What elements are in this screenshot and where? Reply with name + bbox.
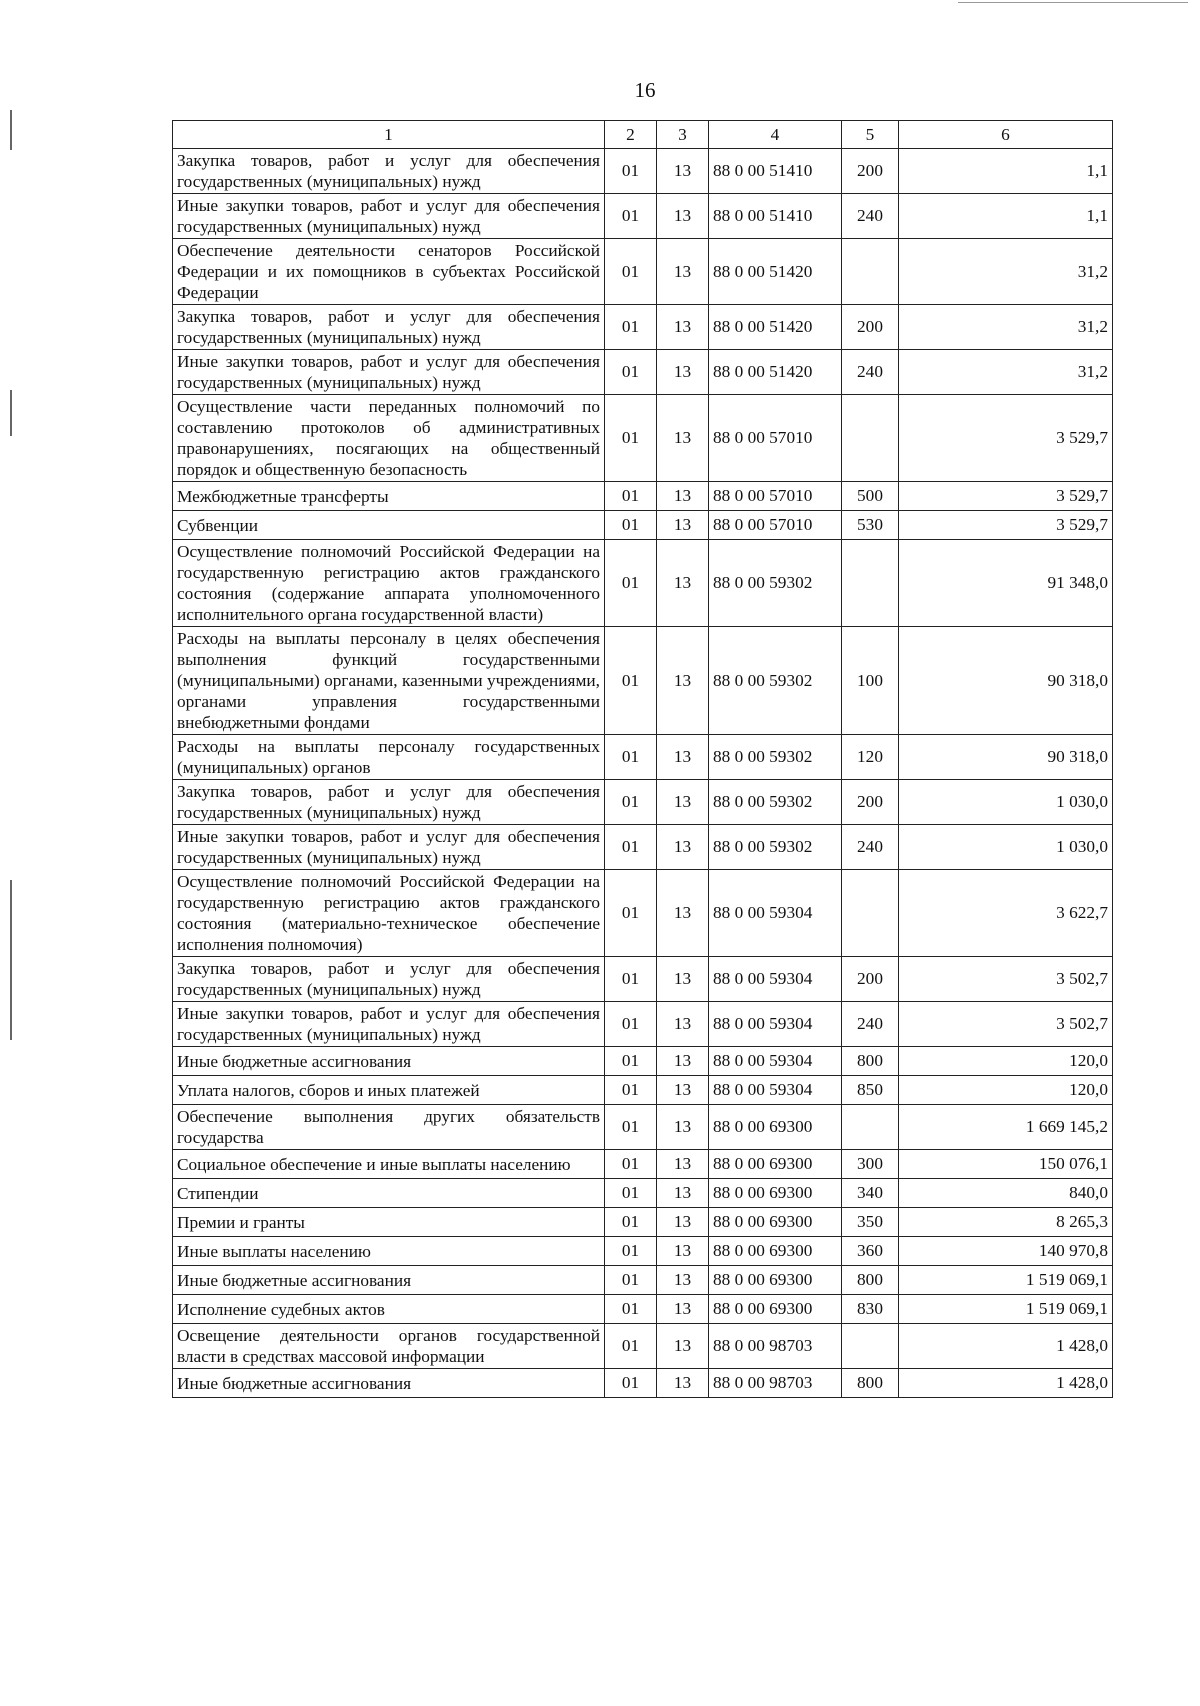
expense-name-cell: Расходы на выплаты персоналу государственных (муниципальных) органов bbox=[173, 735, 605, 780]
table-row bbox=[173, 350, 1113, 395]
section-code-cell: 01 bbox=[605, 350, 657, 395]
amount-cell: 1 428,0 bbox=[899, 1369, 1113, 1398]
target-article-cell: 88 0 00 69300 bbox=[709, 1179, 842, 1208]
target-article-cell: 88 0 00 69300 bbox=[709, 1266, 842, 1295]
subsection-code-cell: 13 bbox=[657, 540, 709, 627]
table-row bbox=[173, 239, 1113, 305]
expense-type-cell bbox=[842, 540, 899, 627]
section-code-cell: 01 bbox=[605, 1150, 657, 1179]
expense-name-cell: Стипендии bbox=[173, 1179, 605, 1208]
table-row bbox=[173, 1369, 1113, 1398]
section-code-cell: 01 bbox=[605, 1237, 657, 1266]
amount-cell: 1,1 bbox=[899, 149, 1113, 194]
target-article-cell: 88 0 00 59302 bbox=[709, 735, 842, 780]
expense-name-cell: Иные закупки товаров, работ и услуг для обеспечения государственных (муниципальных) нужд bbox=[173, 194, 605, 239]
target-article-cell: 88 0 00 59302 bbox=[709, 780, 842, 825]
subsection-code-cell: 13 bbox=[657, 194, 709, 239]
scan-margin-mark bbox=[10, 110, 12, 150]
column-header-3: 3 bbox=[657, 121, 709, 149]
expense-type-cell: 500 bbox=[842, 482, 899, 511]
amount-cell: 3 502,7 bbox=[899, 957, 1113, 1002]
section-code-cell: 01 bbox=[605, 825, 657, 870]
table-header-row bbox=[173, 121, 1113, 149]
amount-cell: 120,0 bbox=[899, 1076, 1113, 1105]
target-article-cell: 88 0 00 57010 bbox=[709, 395, 842, 482]
expense-type-cell bbox=[842, 1105, 899, 1150]
expense-type-cell: 800 bbox=[842, 1369, 899, 1398]
expense-type-cell: 200 bbox=[842, 149, 899, 194]
subsection-code-cell: 13 bbox=[657, 1369, 709, 1398]
table-row bbox=[173, 1324, 1113, 1369]
amount-cell: 1 030,0 bbox=[899, 825, 1113, 870]
expense-type-cell: 120 bbox=[842, 735, 899, 780]
expense-type-cell: 240 bbox=[842, 350, 899, 395]
expense-type-cell: 200 bbox=[842, 305, 899, 350]
subsection-code-cell: 13 bbox=[657, 1266, 709, 1295]
expense-name-cell: Иные выплаты населению bbox=[173, 1237, 605, 1266]
scan-margin-mark bbox=[10, 880, 12, 1040]
target-article-cell: 88 0 00 59304 bbox=[709, 870, 842, 957]
target-article-cell: 88 0 00 59304 bbox=[709, 1002, 842, 1047]
table-row bbox=[173, 627, 1113, 735]
amount-cell: 3 529,7 bbox=[899, 395, 1113, 482]
expense-type-cell: 850 bbox=[842, 1076, 899, 1105]
amount-cell: 140 970,8 bbox=[899, 1237, 1113, 1266]
target-article-cell: 88 0 00 51410 bbox=[709, 149, 842, 194]
amount-cell: 1,1 bbox=[899, 194, 1113, 239]
target-article-cell: 88 0 00 69300 bbox=[709, 1295, 842, 1324]
subsection-code-cell: 13 bbox=[657, 1047, 709, 1076]
subsection-code-cell: 13 bbox=[657, 511, 709, 540]
section-code-cell: 01 bbox=[605, 780, 657, 825]
subsection-code-cell: 13 bbox=[657, 239, 709, 305]
table-row bbox=[173, 1237, 1113, 1266]
expense-type-cell bbox=[842, 239, 899, 305]
target-article-cell: 88 0 00 57010 bbox=[709, 511, 842, 540]
subsection-code-cell: 13 bbox=[657, 482, 709, 511]
target-article-cell: 88 0 00 59302 bbox=[709, 540, 842, 627]
expense-name-cell: Исполнение судебных актов bbox=[173, 1295, 605, 1324]
subsection-code-cell: 13 bbox=[657, 780, 709, 825]
amount-cell: 31,2 bbox=[899, 305, 1113, 350]
table-row bbox=[173, 1002, 1113, 1047]
target-article-cell: 88 0 00 57010 bbox=[709, 482, 842, 511]
target-article-cell: 88 0 00 59302 bbox=[709, 627, 842, 735]
target-article-cell: 88 0 00 51420 bbox=[709, 350, 842, 395]
expense-type-cell: 360 bbox=[842, 1237, 899, 1266]
target-article-cell: 88 0 00 69300 bbox=[709, 1105, 842, 1150]
expense-type-cell: 300 bbox=[842, 1150, 899, 1179]
table-row bbox=[173, 957, 1113, 1002]
subsection-code-cell: 13 bbox=[657, 735, 709, 780]
expense-type-cell: 800 bbox=[842, 1266, 899, 1295]
table-row bbox=[173, 482, 1113, 511]
expense-name-cell: Иные закупки товаров, работ и услуг для обеспечения государственных (муниципальных) нужд bbox=[173, 350, 605, 395]
subsection-code-cell: 13 bbox=[657, 350, 709, 395]
expense-name-cell: Закупка товаров, работ и услуг для обеспечения государственных (муниципальных) нужд bbox=[173, 957, 605, 1002]
top-scan-rule bbox=[958, 2, 1188, 3]
expense-type-cell: 830 bbox=[842, 1295, 899, 1324]
subsection-code-cell: 13 bbox=[657, 1295, 709, 1324]
subsection-code-cell: 13 bbox=[657, 627, 709, 735]
table-row bbox=[173, 511, 1113, 540]
amount-cell: 90 318,0 bbox=[899, 735, 1113, 780]
subsection-code-cell: 13 bbox=[657, 395, 709, 482]
subsection-code-cell: 13 bbox=[657, 1237, 709, 1266]
subsection-code-cell: 13 bbox=[657, 1179, 709, 1208]
scan-margin-mark bbox=[10, 390, 12, 436]
section-code-cell: 01 bbox=[605, 149, 657, 194]
section-code-cell: 01 bbox=[605, 1324, 657, 1369]
table-row bbox=[173, 1208, 1113, 1237]
budget-table bbox=[172, 120, 1113, 1398]
table-row bbox=[173, 1179, 1113, 1208]
expense-name-cell: Иные бюджетные ассигнования bbox=[173, 1369, 605, 1398]
section-code-cell: 01 bbox=[605, 1179, 657, 1208]
table-row bbox=[173, 540, 1113, 627]
table-row bbox=[173, 194, 1113, 239]
table-row bbox=[173, 735, 1113, 780]
target-article-cell: 88 0 00 59302 bbox=[709, 825, 842, 870]
subsection-code-cell: 13 bbox=[657, 1076, 709, 1105]
section-code-cell: 01 bbox=[605, 1266, 657, 1295]
column-header-1: 1 bbox=[173, 121, 605, 149]
amount-cell: 1 428,0 bbox=[899, 1324, 1113, 1369]
section-code-cell: 01 bbox=[605, 735, 657, 780]
section-code-cell: 01 bbox=[605, 1047, 657, 1076]
amount-cell: 3 529,7 bbox=[899, 511, 1113, 540]
target-article-cell: 88 0 00 51420 bbox=[709, 305, 842, 350]
table-body bbox=[173, 149, 1113, 1398]
subsection-code-cell: 13 bbox=[657, 1208, 709, 1237]
expense-name-cell: Иные закупки товаров, работ и услуг для обеспечения государственных (муниципальных) нужд bbox=[173, 1002, 605, 1047]
amount-cell: 1 669 145,2 bbox=[899, 1105, 1113, 1150]
amount-cell: 1 519 069,1 bbox=[899, 1295, 1113, 1324]
amount-cell: 3 622,7 bbox=[899, 870, 1113, 957]
target-article-cell: 88 0 00 98703 bbox=[709, 1369, 842, 1398]
expense-name-cell: Субвенции bbox=[173, 511, 605, 540]
subsection-code-cell: 13 bbox=[657, 149, 709, 194]
amount-cell: 1 519 069,1 bbox=[899, 1266, 1113, 1295]
expense-name-cell: Социальное обеспечение и иные выплаты населению bbox=[173, 1150, 605, 1179]
section-code-cell: 01 bbox=[605, 511, 657, 540]
section-code-cell: 01 bbox=[605, 870, 657, 957]
table-row bbox=[173, 1295, 1113, 1324]
expense-name-cell: Осуществление полномочий Российской Федерации на государственную регистрацию актов гражданского состояния (материально-техническое обеспечение исполнения полномочия) bbox=[173, 870, 605, 957]
table-row bbox=[173, 1266, 1113, 1295]
subsection-code-cell: 13 bbox=[657, 825, 709, 870]
expense-name-cell: Осуществление полномочий Российской Федерации на государственную регистрацию актов гражданского состояния (содержание аппарата уполномоченного исполнительного органа государственной власти) bbox=[173, 540, 605, 627]
expense-name-cell: Иные бюджетные ассигнования bbox=[173, 1266, 605, 1295]
target-article-cell: 88 0 00 51410 bbox=[709, 194, 842, 239]
expense-name-cell: Межбюджетные трансферты bbox=[173, 482, 605, 511]
section-code-cell: 01 bbox=[605, 540, 657, 627]
expense-type-cell: 240 bbox=[842, 194, 899, 239]
expense-type-cell: 340 bbox=[842, 1179, 899, 1208]
expense-type-cell: 530 bbox=[842, 511, 899, 540]
section-code-cell: 01 bbox=[605, 1002, 657, 1047]
section-code-cell: 01 bbox=[605, 957, 657, 1002]
amount-cell: 31,2 bbox=[899, 350, 1113, 395]
expense-name-cell: Уплата налогов, сборов и иных платежей bbox=[173, 1076, 605, 1105]
section-code-cell: 01 bbox=[605, 1076, 657, 1105]
column-header-2: 2 bbox=[605, 121, 657, 149]
expense-name-cell: Обеспечение деятельности сенаторов Российской Федерации и их помощников в субъектах Российской Федерации bbox=[173, 239, 605, 305]
expense-type-cell: 100 bbox=[842, 627, 899, 735]
expense-name-cell: Закупка товаров, работ и услуг для обеспечения государственных (муниципальных) нужд bbox=[173, 305, 605, 350]
expense-name-cell: Освещение деятельности органов государственной власти в средствах массовой информации bbox=[173, 1324, 605, 1369]
section-code-cell: 01 bbox=[605, 194, 657, 239]
expense-name-cell: Иные бюджетные ассигнования bbox=[173, 1047, 605, 1076]
target-article-cell: 88 0 00 69300 bbox=[709, 1208, 842, 1237]
expense-name-cell: Премии и гранты bbox=[173, 1208, 605, 1237]
subsection-code-cell: 13 bbox=[657, 1002, 709, 1047]
amount-cell: 91 348,0 bbox=[899, 540, 1113, 627]
subsection-code-cell: 13 bbox=[657, 1150, 709, 1179]
target-article-cell: 88 0 00 98703 bbox=[709, 1324, 842, 1369]
table-row bbox=[173, 1150, 1113, 1179]
target-article-cell: 88 0 00 69300 bbox=[709, 1150, 842, 1179]
expense-type-cell bbox=[842, 395, 899, 482]
subsection-code-cell: 13 bbox=[657, 957, 709, 1002]
expense-type-cell: 800 bbox=[842, 1047, 899, 1076]
table-row bbox=[173, 870, 1113, 957]
expense-type-cell: 200 bbox=[842, 780, 899, 825]
expense-name-cell: Закупка товаров, работ и услуг для обеспечения государственных (муниципальных) нужд bbox=[173, 149, 605, 194]
section-code-cell: 01 bbox=[605, 395, 657, 482]
table-row bbox=[173, 149, 1113, 194]
section-code-cell: 01 bbox=[605, 1105, 657, 1150]
page-number: 16 bbox=[634, 78, 656, 102]
section-code-cell: 01 bbox=[605, 482, 657, 511]
table-row bbox=[173, 825, 1113, 870]
expense-type-cell bbox=[842, 1324, 899, 1369]
expense-name-cell: Расходы на выплаты персоналу в целях обеспечения выполнения функций государственными (муниципальными) органами, казенными учреждениями, органами управления государственными внебюджетными фондами bbox=[173, 627, 605, 735]
target-article-cell: 88 0 00 69300 bbox=[709, 1237, 842, 1266]
section-code-cell: 01 bbox=[605, 1295, 657, 1324]
section-code-cell: 01 bbox=[605, 627, 657, 735]
column-header-6: 6 bbox=[899, 121, 1113, 149]
subsection-code-cell: 13 bbox=[657, 305, 709, 350]
expense-type-cell: 240 bbox=[842, 825, 899, 870]
expense-type-cell: 350 bbox=[842, 1208, 899, 1237]
table-row bbox=[173, 305, 1113, 350]
amount-cell: 1 030,0 bbox=[899, 780, 1113, 825]
amount-cell: 3 502,7 bbox=[899, 1002, 1113, 1047]
expense-name-cell: Обеспечение выполнения других обязательств государства bbox=[173, 1105, 605, 1150]
expense-name-cell: Закупка товаров, работ и услуг для обеспечения государственных (муниципальных) нужд bbox=[173, 780, 605, 825]
amount-cell: 8 265,3 bbox=[899, 1208, 1113, 1237]
subsection-code-cell: 13 bbox=[657, 870, 709, 957]
amount-cell: 150 076,1 bbox=[899, 1150, 1113, 1179]
expense-name-cell: Осуществление части переданных полномочий по составлению протоколов об административных правонарушениях, посягающих на общественный порядок и общественную безопасность bbox=[173, 395, 605, 482]
column-header-4: 4 bbox=[709, 121, 842, 149]
table-row bbox=[173, 1105, 1113, 1150]
amount-cell: 31,2 bbox=[899, 239, 1113, 305]
table-row bbox=[173, 1076, 1113, 1105]
table-row bbox=[173, 780, 1113, 825]
expense-type-cell: 200 bbox=[842, 957, 899, 1002]
target-article-cell: 88 0 00 51420 bbox=[709, 239, 842, 305]
target-article-cell: 88 0 00 59304 bbox=[709, 1076, 842, 1105]
section-code-cell: 01 bbox=[605, 1369, 657, 1398]
section-code-cell: 01 bbox=[605, 1208, 657, 1237]
subsection-code-cell: 13 bbox=[657, 1324, 709, 1369]
table-row bbox=[173, 395, 1113, 482]
subsection-code-cell: 13 bbox=[657, 1105, 709, 1150]
target-article-cell: 88 0 00 59304 bbox=[709, 1047, 842, 1076]
expense-type-cell: 240 bbox=[842, 1002, 899, 1047]
column-header-5: 5 bbox=[842, 121, 899, 149]
table-row bbox=[173, 1047, 1113, 1076]
section-code-cell: 01 bbox=[605, 305, 657, 350]
section-code-cell: 01 bbox=[605, 239, 657, 305]
amount-cell: 90 318,0 bbox=[899, 627, 1113, 735]
amount-cell: 840,0 bbox=[899, 1179, 1113, 1208]
amount-cell: 120,0 bbox=[899, 1047, 1113, 1076]
expense-type-cell bbox=[842, 870, 899, 957]
expense-name-cell: Иные закупки товаров, работ и услуг для обеспечения государственных (муниципальных) нужд bbox=[173, 825, 605, 870]
target-article-cell: 88 0 00 59304 bbox=[709, 957, 842, 1002]
amount-cell: 3 529,7 bbox=[899, 482, 1113, 511]
